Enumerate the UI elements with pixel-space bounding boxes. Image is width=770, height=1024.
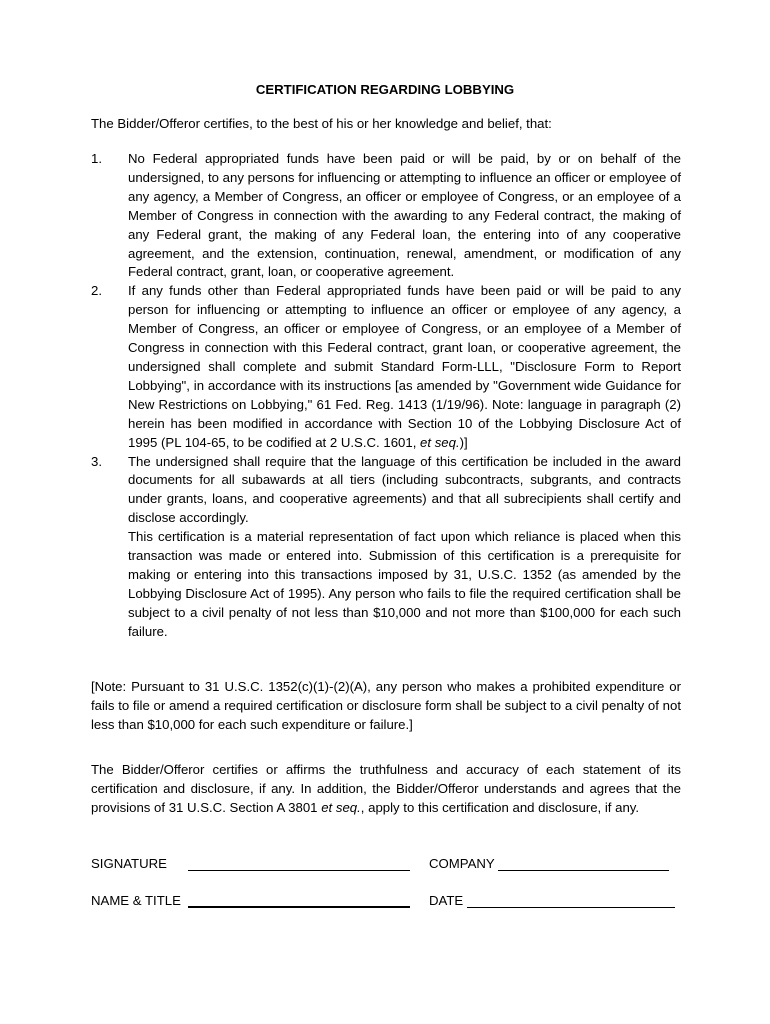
list-item-text [128, 282, 681, 452]
list-item-2 [91, 282, 681, 452]
et-seq-italic: et seq. [420, 434, 460, 450]
affirmation-text-end: , apply to this certification and disclosure, if any. [360, 799, 640, 815]
date-field[interactable] [467, 907, 675, 908]
list-item-text-main: If any funds other than Federal appropriated funds have been paid or will be paid to any person for influencing or attempting to influence an officer or employee of any agency, a Member of Congress, an officer or employee of Congress, or an employee of a Member of Congress in connection with this Federal contract, grant loan, or cooperative agreement, the undersigned shall complete and submit Standard Form-LLL, "Disclosure Form to Report Lobbying", in accordance with its instructions [as amended by "Government wide Guidance for New Restrictions on Lobbying," 61 Fed. Reg. 1413 (1/19/96). Note: language in paragraph (2) herein has been modified in accordance with Section 10 of the Lobbying Disclosure Act of 1995 (PL 104-65, to be codified at 2 U.S.C. 1601, [128, 283, 681, 450]
list-item-text-end: )] [459, 434, 468, 450]
list-item-number: 3. [91, 453, 102, 469]
signature-label: SIGNATURE [91, 856, 167, 871]
list-item-text [128, 453, 681, 642]
intro-statement: The Bidder/Offeror certifies, to the best of his or her knowledge and belief, that: [91, 116, 552, 131]
list-item-text: No Federal appropriated funds have been paid or will be paid, by or on behalf of the undersigned, to any persons for influencing or attempting to influence an officer or employee of any agency, a Member of Congress, an officer or employee of Congress, or an employee of a Member of Congress in connection with the awarding to any Federal contract, the making of any Federal grant, the making of any Federal loan, the entering into of any cooperative agreement, and the extension, continuation, renewal, amendment, or modification of any Federal contract, grant, loan, or cooperative agreement. [128, 151, 681, 280]
company-label: COMPANY [429, 856, 495, 871]
company-field[interactable] [498, 870, 669, 871]
list-item-number: 1. [91, 151, 102, 166]
list-item-1 [91, 150, 681, 282]
list-item-paragraph-2: This certification is a material representation of fact upon which reliance is placed when this transaction was made or entered into. Submission of this certification is a prerequisite for making or entering into this transactions imposed by 31, U.S.C. 1352 (as amended by the Lobbying Disclosure Act of 1995). Any person who fails to file the required certification shall be subject to a civil penalty of not less than $10,000 and not more than $100,000 for each such failure. [128, 529, 681, 639]
legal-note: [Note: Pursuant to 31 U.S.C. 1352(c)(1)-(2)(A), any person who makes a prohibited expenditure or fails to file or amend a required certification or disclosure form shall be subject to a civil penalty of not less than $10,000 for each such expenditure or failure.] [91, 679, 681, 732]
signature-field[interactable] [188, 870, 410, 871]
affirmation-paragraph [91, 761, 681, 818]
list-item-paragraph: The undersigned shall require that the language of this certification be included in the award documents for all subawards at all tiers (including subcontracts, subgrants, and contracts under grants, loans, and cooperative agreements) and that all subrecipients shall certify and disclose accordingly. [128, 453, 681, 526]
name-title-field[interactable] [188, 906, 410, 908]
affirmation-text: The Bidder/Offeror certifies or affirms the truthfulness and accuracy of each statement of its certification and disclosure, if any. In addition, the Bidder/Offeror understands and agrees that the provisions of 31 U.S.C. Section A 3801 [91, 762, 681, 815]
date-label: DATE [429, 893, 464, 908]
list-item-3 [91, 453, 681, 642]
list-item-number: 2. [91, 283, 102, 299]
certification-list [91, 150, 681, 642]
document-title: CERTIFICATION REGARDING LOBBYING [255, 82, 515, 97]
name-title-label: NAME & TITLE [91, 893, 181, 908]
et-seq-italic: et seq. [321, 799, 361, 815]
